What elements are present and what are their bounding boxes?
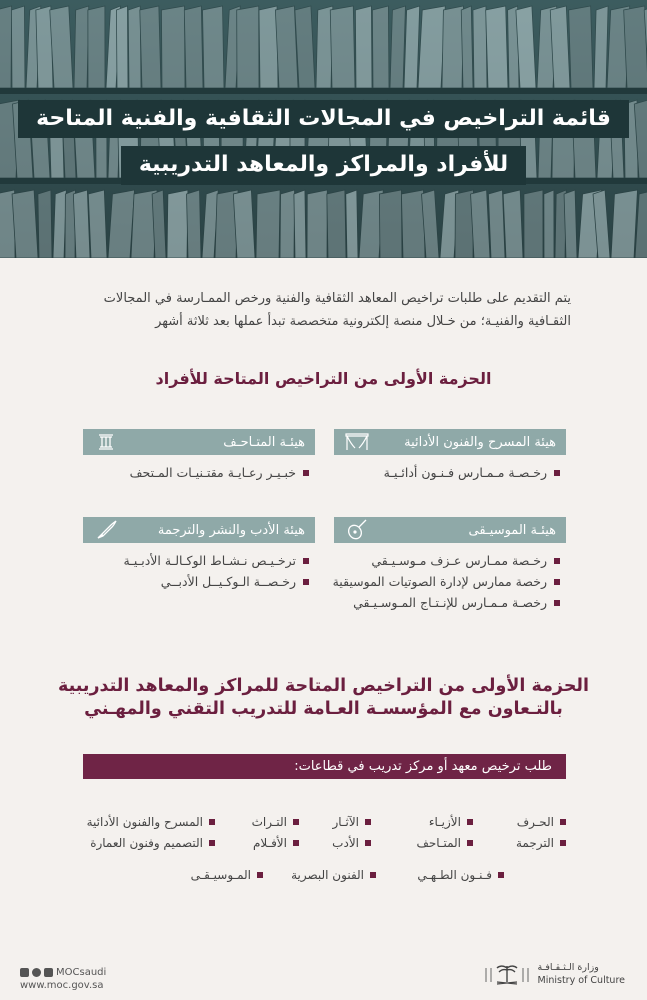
binder-spine xyxy=(327,190,346,258)
instagram-icon[interactable] xyxy=(32,968,41,977)
bullet-icon xyxy=(303,579,309,585)
list-item xyxy=(83,553,309,568)
binder-spine xyxy=(346,190,358,258)
ministry-name-en: Ministry of Culture xyxy=(537,975,625,986)
header-title-box xyxy=(0,100,647,185)
sector-label: الترجمة xyxy=(515,836,554,850)
sector-label: الأدب xyxy=(332,836,359,850)
binder-spine xyxy=(184,6,203,88)
binder-spine xyxy=(488,190,505,258)
bullet-icon xyxy=(257,872,263,878)
website-link[interactable]: www.moc.gov.sa xyxy=(20,980,104,991)
bullet-icon xyxy=(209,840,215,846)
binder-spine xyxy=(503,190,523,258)
list-item-label: ترخـيـص نـشـاط الوكـالـة الأدبـيـة xyxy=(123,553,296,568)
footer-contact xyxy=(20,966,106,992)
bullet-icon xyxy=(370,872,376,878)
bullet-icon xyxy=(365,819,371,825)
sector-item xyxy=(87,815,215,829)
card-title: هيئـة الموسيـقى xyxy=(468,522,556,538)
binder-spine xyxy=(307,190,327,258)
binder-spine xyxy=(11,6,25,88)
binder-spine xyxy=(569,6,593,88)
binder-spine xyxy=(442,6,463,88)
binder-spine xyxy=(256,190,280,258)
header-title-line-2: للأفراد والمراكز والمعاهد التدريبية xyxy=(121,146,526,184)
sector-item xyxy=(191,868,263,882)
bullet-icon xyxy=(303,558,309,564)
list-item xyxy=(334,553,560,568)
card-title: هيئة الأدب والنشر والترجمة xyxy=(157,522,305,538)
list-item-label: خبـيـر رعـايـة مقتـنيـات المـتحف xyxy=(129,465,296,480)
binder-spine xyxy=(379,190,402,258)
card-museums-commission xyxy=(83,429,315,486)
list-item xyxy=(334,574,560,589)
card-title: هيئـة المتـاحـف xyxy=(223,434,305,450)
binder-spine xyxy=(330,6,355,88)
binder-spine xyxy=(624,6,647,88)
list-item-label: رخصـة مـمـارس للإنـتـاج المـوسـيـقي xyxy=(353,595,547,610)
bullet-icon xyxy=(293,819,299,825)
card-header xyxy=(83,429,315,455)
binder-spine xyxy=(390,6,405,88)
binder-spine xyxy=(12,190,38,258)
binder-spine xyxy=(611,190,637,258)
binder-spine xyxy=(237,6,259,88)
header-banner xyxy=(0,0,647,258)
bullet-icon xyxy=(554,600,560,606)
sector-item xyxy=(332,836,371,850)
list-item-label: رخـصـة مـمـارس فـنـون أدائـيـة xyxy=(383,465,547,480)
bullet-icon xyxy=(554,558,560,564)
list-item xyxy=(83,465,309,480)
sector-item xyxy=(333,815,371,829)
sector-label: التصميم وفنون العمارة xyxy=(90,836,203,850)
card-literature-commission xyxy=(83,517,315,595)
card-theatre-commission xyxy=(334,429,566,486)
card-item-list xyxy=(83,465,315,480)
sector-item xyxy=(291,868,376,882)
binder-spine xyxy=(544,190,554,258)
card-title: هيئة المسرح والفنون الأدائية xyxy=(404,434,556,450)
bullet-icon xyxy=(303,470,309,476)
bullet-icon xyxy=(365,840,371,846)
bullet-icon xyxy=(560,819,566,825)
card-item-list xyxy=(334,465,566,480)
binder-spine xyxy=(152,190,166,258)
training-license-bar xyxy=(83,754,566,779)
binder-spine xyxy=(524,190,543,258)
sector-item xyxy=(416,836,473,850)
binder-spine xyxy=(418,6,445,88)
binder-spine xyxy=(73,190,90,258)
sector-label: الآثـار xyxy=(332,815,359,829)
training-license-bar-label: طلب ترخيص معهد أو مركز تدريب في قطاعات: xyxy=(294,759,552,774)
ministry-logo xyxy=(484,962,625,988)
binder-spine xyxy=(203,6,224,88)
sector-label: الأزيـاء xyxy=(428,815,461,829)
binder-spine xyxy=(461,6,473,88)
sector-label: المتـاحف xyxy=(416,836,461,850)
card-item-list xyxy=(83,553,315,589)
binder-spine xyxy=(88,190,107,258)
palm-swords-emblem-icon xyxy=(484,962,530,988)
binder-spine xyxy=(564,190,577,258)
binder-spine xyxy=(294,190,306,258)
binder-spine xyxy=(401,190,425,258)
binder-spine xyxy=(140,6,161,88)
card-music-commission xyxy=(334,517,566,616)
bullet-icon xyxy=(560,840,566,846)
binder-spine xyxy=(161,6,185,88)
individuals-section-title: الحزمة الأولى من التراخيص المتاحة للأفراد xyxy=(155,369,492,388)
card-header xyxy=(334,517,566,543)
binder-spine xyxy=(74,6,89,88)
sector-item xyxy=(517,815,566,829)
oud-icon xyxy=(344,519,370,541)
list-item xyxy=(83,574,309,589)
card-header xyxy=(334,429,566,455)
binder-spine xyxy=(550,6,570,88)
sector-label: المسرح والفنون الأدائية xyxy=(86,815,203,829)
youtube-icon[interactable] xyxy=(44,968,53,977)
binder-spine xyxy=(38,190,52,258)
stage-curtain-icon xyxy=(344,431,370,453)
binder-spine xyxy=(486,6,508,88)
centers-title-line-2: بالتـعاون مع المؤسسـة العـامة للتدريب التقني والمهـني xyxy=(84,698,563,719)
column-icon xyxy=(93,431,119,453)
bullet-icon xyxy=(554,470,560,476)
social-handle[interactable]: MOCsaudi xyxy=(56,967,107,978)
sector-label: الأفـلام xyxy=(252,836,287,850)
sector-label: الحـرف xyxy=(516,815,554,829)
card-item-list xyxy=(334,553,566,610)
sector-item xyxy=(516,836,566,850)
sector-label: المـوسيـقـى xyxy=(190,868,251,882)
binder-spine xyxy=(473,6,487,88)
binder-spine xyxy=(0,6,12,88)
bullet-icon xyxy=(467,840,473,846)
binder-spine xyxy=(187,190,201,258)
bullet-icon xyxy=(209,819,215,825)
centers-section-title xyxy=(0,675,647,721)
binder-spine xyxy=(50,6,73,88)
binder-spine xyxy=(355,6,372,88)
sector-item xyxy=(252,815,299,829)
list-item-label: رخـصــة الـوكـيــل الأدبــي xyxy=(160,574,296,589)
list-item xyxy=(334,465,560,480)
binder-spine xyxy=(167,190,188,258)
binder-spine xyxy=(275,6,298,88)
bullet-icon xyxy=(467,819,473,825)
binder-spine xyxy=(259,6,278,88)
bullet-icon xyxy=(498,872,504,878)
sector-label: الفنون البصرية xyxy=(291,868,364,882)
social-links xyxy=(20,966,106,979)
sector-item xyxy=(417,868,504,882)
ministry-name xyxy=(538,962,625,988)
sector-item xyxy=(253,836,299,850)
binder-spine xyxy=(372,6,389,88)
binder-spine xyxy=(594,6,608,88)
centers-title-line-1: الحزمة الأولى من التراخيص المتاحة للمراكز والمعاهد التدريبية xyxy=(57,676,590,696)
quill-icon xyxy=(93,519,119,541)
sector-item xyxy=(90,836,215,850)
intro-paragraph: يتم التقديم على طلبات تراخيص المعاهد الثقافية والفنية ورخص الممـارسة في المجالات الثقـافية والفنيـة؛ من خـلال منصة إلكترونية متخصصة تبدأ عملها بعد ثلاثة أشهر xyxy=(103,291,571,329)
list-item-label: رخـصة ممـارس عـزف مـوسـيـقي xyxy=(371,553,547,568)
bullet-icon xyxy=(293,840,299,846)
binder-spine xyxy=(471,190,490,258)
binder-spine xyxy=(116,6,128,88)
twitter-icon[interactable] xyxy=(20,968,29,977)
binder-spine xyxy=(280,190,295,258)
ministry-name-ar: وزارة الـثـقـافـة xyxy=(537,962,599,974)
sector-item xyxy=(429,815,473,829)
header-title-line-1: قائمة التراخيص في المجالات الثقافية والفنية المتاحة xyxy=(18,100,629,138)
binder-spine xyxy=(108,190,134,258)
binder-spine xyxy=(128,6,141,88)
sector-label: التـراث xyxy=(251,815,287,829)
binder-spine xyxy=(233,190,255,258)
binder-spine xyxy=(404,6,420,88)
binder-spine xyxy=(88,6,105,88)
sector-label: فـنـون الطـهـي xyxy=(417,868,492,882)
bullet-icon xyxy=(554,579,560,585)
card-header xyxy=(83,517,315,543)
list-item xyxy=(334,595,560,610)
list-item-label: رخصة ممارس لإدارة الصوتيات الموسيقية xyxy=(332,574,547,589)
binder-spine xyxy=(53,190,66,258)
